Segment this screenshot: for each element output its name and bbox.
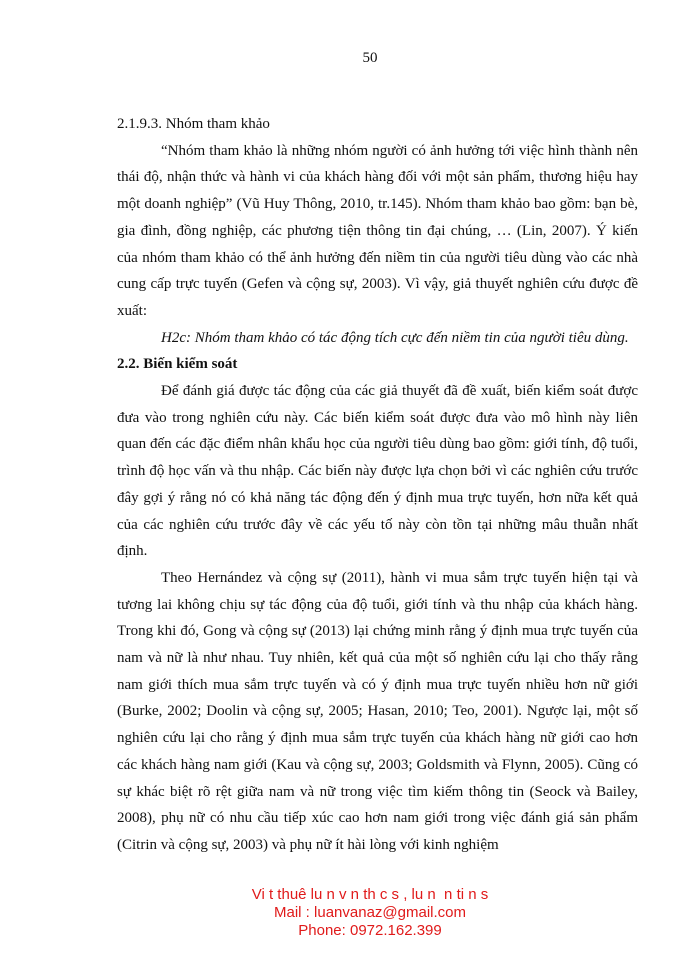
footer-line-email: Mail : luanvanaz@gmail.com [274,904,466,921]
footer-line-phone: Phone: 0972.162.399 [298,922,442,939]
footer-line-service: Vi t thuê lu n v n th c s , lu n n ti n s [251,886,489,903]
footer-contact [0,886,700,940]
section-2193-heading: 2.1.9.3. Nhóm tham khảo [117,116,270,132]
page-number: 50 [362,50,378,66]
hypothesis-h2c: H2c: Nhóm tham khảo có tác động tích cực đến niềm tin của người tiêu dùng. [161,329,629,346]
section-22-paragraph-1: Để đánh giá được tác động của các giả thuyết đã đề xuất, biến kiểm soát được đưa vào trong nghiên cứu này. Các biến kiểm soát được đưa vào mô hình này liên quan đến các đặc điểm nhân khẩu học của người tiêu dùng bao gồm: giới tính, độ tuổi, trình độ học vấn và thu nhập. Các biến này được lựa chọn bởi vì các nghiên cứu trước đây gợi ý rằng nó có khả năng tác động đến ý định mua trực tuyến, hơn nữa kết quả của các nghiên cứu trước đây về các yếu tố này còn tồn tại những mâu thuẫn nhất định. [117,383,638,560]
section-2193-paragraph: “Nhóm tham khảo là những nhóm người có ảnh hưởng tới việc hình thành nên thái độ, nhận thức và hành vi của khách hàng đối với một sản phẩm, thương hiệu hay một doanh nghiệp” (Vũ Huy Thông, 2010, tr.145). Nhóm tham khảo bao gồm: bạn bè, gia đình, đồng nghiệp, các phương tiện thông tin đại chúng, … (Lin, 2007). Ý kiến của nhóm tham khảo có thể ảnh hưởng đến niềm tin của người tiêu dùng vào các nhà cung cấp trực tuyến (Gefen và cộng sự, 2003). Vì vậy, giả thuyết nghiên cứu được đề xuất: [117,142,638,319]
section-22-heading: 2.2. Biến kiểm soát [117,356,238,373]
section-22-paragraph-2: Theo Hernández và cộng sự (2011), hành vi mua sắm trực tuyến hiện tại và tương lai không chịu sự tác động của độ tuổi, giới tính và thu nhập của khách hàng. Trong khi đó, Gong và cộng sự (2013) lại chứng minh rằng ý định mua trực tuyến của nam và nữ là như nhau. Tuy nhiên, kết quả của một số nghiên cứu lại cho thấy rằng nam giới thích mua sắm trực tuyến và có ý định mua trực tuyến nhiều hơn nữ giới (Burke, 2002; Doolin và cộng sự, 2005; Hasan, 2010; Teo, 2001). Ngược lại, một số nghiên cứu lại cho rằng ý định mua sắm trực tuyến của khách hàng nữ giới cao hơn các khách hàng nam giới (Kau và cộng sự, 2003; Goldsmith và Flynn, 2005). Cũng có sự khác biệt rõ rệt giữa nam và nữ trong việc tìm kiếm thông tin (Seock và Bailey, 2008), phụ nữ có nhu cầu tiếp xúc cao hơn nam giới trong việc đánh giá sản phẩm (Citrin và cộng sự, 2003) và phụ nữ ít hài lòng với kinh nghiệm [117,569,638,853]
document-body [117,111,638,859]
